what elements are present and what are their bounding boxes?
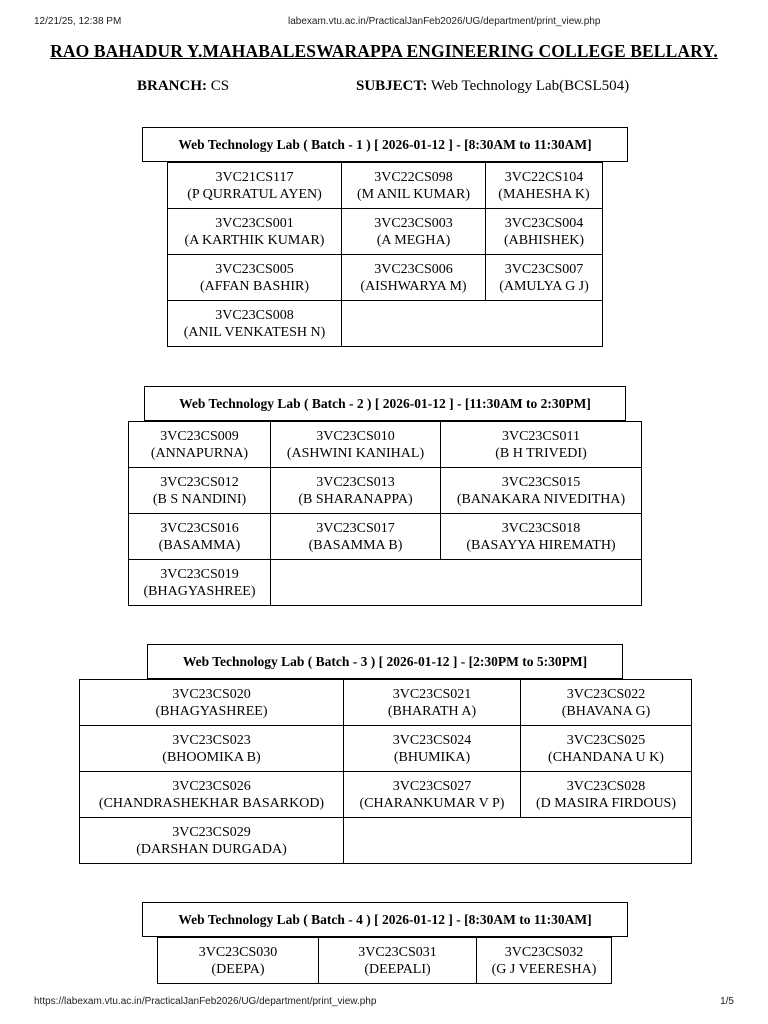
student-name: (M ANIL KUMAR) (356, 186, 471, 202)
student-usn: 3VC23CS027 (392, 778, 472, 794)
subject-value: Web Technology Lab(BCSL504) (430, 78, 630, 94)
student-cell (129, 560, 271, 606)
student-usn: 3VC23CS030 (198, 944, 278, 960)
empty-cell (344, 818, 692, 864)
page-number: 1/5 (720, 996, 734, 1007)
student-cell (441, 468, 642, 514)
student-cell (344, 726, 521, 772)
student-cell (168, 209, 342, 255)
student-usn: 3VC23CS008 (215, 307, 294, 323)
student-name: (ANIL VENKATESH N) (183, 324, 326, 340)
student-usn: 3VC23CS006 (374, 261, 453, 277)
student-cell (168, 301, 342, 347)
student-usn: 3VC23CS003 (374, 215, 453, 231)
student-name: (P QURRATUL AYEN) (187, 186, 322, 202)
student-cell (168, 255, 342, 301)
batch-2-header: Web Technology Lab ( Batch - 2 ) [ 2026-01-12 ] - [11:30AM to 2:30PM] (144, 386, 626, 421)
batch-1-table (167, 162, 603, 347)
student-name: (BHAVANA G) (561, 703, 651, 719)
branch-value: CS (210, 78, 230, 94)
student-name: (BANAKARA NIVEDITHA) (456, 491, 626, 507)
student-usn: 3VC22CS098 (374, 169, 453, 185)
table-row (129, 468, 642, 514)
student-name: (AMULYA G J) (499, 278, 589, 294)
batch-4-table (157, 937, 612, 984)
student-name: (DEEPALI) (364, 961, 431, 977)
student-name: (ABHISHEK) (503, 232, 585, 248)
student-cell (486, 209, 603, 255)
student-cell (129, 514, 271, 560)
student-usn: 3VC23CS021 (392, 686, 472, 702)
student-cell (342, 209, 486, 255)
table-row (129, 422, 642, 468)
empty-cell (342, 301, 603, 347)
branch-label: BRANCH: (137, 78, 207, 94)
student-cell (158, 938, 319, 984)
batch-4-header: Web Technology Lab ( Batch - 4 ) [ 2026-01-12 ] - [8:30AM to 11:30AM] (142, 902, 628, 937)
table-row (80, 772, 692, 818)
student-cell (486, 255, 603, 301)
student-cell (486, 163, 603, 209)
empty-cell (271, 560, 642, 606)
student-cell (271, 422, 441, 468)
student-name: (CHARANKUMAR V P) (359, 795, 505, 811)
student-usn: 3VC23CS016 (160, 520, 239, 536)
student-name: (BHAGYASHREE) (143, 583, 256, 599)
student-cell (80, 726, 344, 772)
student-name: (D MASIRA FIRDOUS) (535, 795, 677, 811)
student-usn: 3VC23CS017 (316, 520, 395, 536)
footer-url: https://labexam.vtu.ac.in/PracticalJanFeb2026/UG/department/print_view.php (34, 996, 377, 1007)
student-name: (BASAMMA B) (308, 537, 403, 553)
student-cell (441, 422, 642, 468)
student-cell (521, 772, 692, 818)
student-usn: 3VC23CS012 (160, 474, 239, 490)
student-usn: 3VC23CS024 (392, 732, 472, 748)
student-name: (DEEPA) (211, 961, 265, 977)
student-cell (319, 938, 477, 984)
student-usn: 3VC23CS025 (566, 732, 646, 748)
student-name: (CHANDANA U K) (548, 749, 664, 765)
student-name: (B SHARANAPPA) (298, 491, 413, 507)
student-cell (477, 938, 612, 984)
batch-2-table (128, 421, 642, 606)
student-name: (B S NANDINI) (152, 491, 247, 507)
student-name: (AISHWARYA M) (360, 278, 467, 294)
student-cell (129, 468, 271, 514)
table-row (129, 560, 642, 606)
batch-3-table (79, 679, 692, 864)
student-usn: 3VC22CS104 (504, 169, 584, 185)
student-name: (BASAMMA) (158, 537, 241, 553)
student-usn: 3VC23CS019 (160, 566, 239, 582)
student-cell (80, 772, 344, 818)
student-usn: 3VC23CS001 (215, 215, 294, 231)
student-usn: 3VC23CS010 (316, 428, 395, 444)
student-name: (BHARATH A) (387, 703, 477, 719)
student-usn: 3VC23CS018 (501, 520, 581, 536)
table-row (168, 209, 603, 255)
student-name: (DARSHAN DURGADA) (136, 841, 287, 857)
table-row (129, 514, 642, 560)
student-name: (CHANDRASHEKHAR BASARKOD) (98, 795, 325, 811)
student-usn: 3VC23CS009 (160, 428, 239, 444)
student-name: (BHAGYASHREE) (155, 703, 268, 719)
student-usn: 3VC23CS023 (172, 732, 251, 748)
student-cell (271, 514, 441, 560)
student-usn: 3VC23CS029 (172, 824, 251, 840)
student-cell (342, 163, 486, 209)
student-cell (342, 255, 486, 301)
student-cell (80, 680, 344, 726)
table-row (168, 301, 603, 347)
student-usn: 3VC23CS020 (172, 686, 251, 702)
student-name: (A MEGHA) (376, 232, 451, 248)
student-usn: 3VC23CS032 (504, 944, 584, 960)
student-usn: 3VC23CS028 (566, 778, 646, 794)
print-url: labexam.vtu.ac.in/PracticalJanFeb2026/UG/department/print_view.php (288, 16, 601, 27)
student-name: (A KARTHIK KUMAR) (184, 232, 325, 248)
student-cell (271, 468, 441, 514)
student-name: (ANNAPURNA) (150, 445, 249, 461)
batch-1-header: Web Technology Lab ( Batch - 1 ) [ 2026-01-12 ] - [8:30AM to 11:30AM] (142, 127, 628, 162)
student-cell (344, 680, 521, 726)
student-usn: 3VC23CS022 (566, 686, 646, 702)
student-cell (441, 514, 642, 560)
student-usn: 3VC23CS013 (316, 474, 395, 490)
student-cell (344, 772, 521, 818)
print-datetime: 12/21/25, 12:38 PM (34, 16, 122, 27)
student-name: (ASHWINI KANIHAL) (286, 445, 425, 461)
student-name: (MAHESHA K) (498, 186, 590, 202)
batch-3-header: Web Technology Lab ( Batch - 3 ) [ 2026-01-12 ] - [2:30PM to 5:30PM] (147, 644, 623, 679)
subject-label: SUBJECT: (356, 78, 428, 94)
print-header (34, 10, 734, 26)
college-title: RAO BAHADUR Y.MAHABALESWARAPPA ENGINEERING COLLEGE BELLARY. (50, 41, 718, 61)
student-usn: 3VC23CS005 (215, 261, 294, 277)
student-usn: 3VC23CS015 (501, 474, 581, 490)
student-cell (129, 422, 271, 468)
student-usn: 3VC23CS031 (358, 944, 437, 960)
student-name: (BHOOMIKA B) (162, 749, 261, 765)
student-usn: 3VC23CS007 (504, 261, 584, 277)
table-row (80, 726, 692, 772)
table-row (80, 818, 692, 864)
table-row (158, 938, 612, 984)
student-usn: 3VC23CS011 (501, 428, 581, 444)
branch-info (137, 78, 229, 95)
student-name: (BASAYYA HIREMATH) (466, 537, 616, 553)
student-cell (168, 163, 342, 209)
student-usn: 3VC23CS026 (172, 778, 251, 794)
subject-info (356, 78, 629, 95)
student-cell (521, 726, 692, 772)
table-row (80, 680, 692, 726)
student-name: (B H TRIVEDI) (495, 445, 587, 461)
table-row (168, 255, 603, 301)
student-name: (BHUMIKA) (393, 749, 471, 765)
student-cell (80, 818, 344, 864)
table-row (168, 163, 603, 209)
print-footer (34, 996, 734, 1012)
student-usn: 3VC21CS117 (215, 169, 294, 185)
student-cell (521, 680, 692, 726)
student-usn: 3VC23CS004 (504, 215, 584, 231)
student-name: (AFFAN BASHIR) (199, 278, 310, 294)
student-name: (G J VEERESHA) (491, 961, 597, 977)
